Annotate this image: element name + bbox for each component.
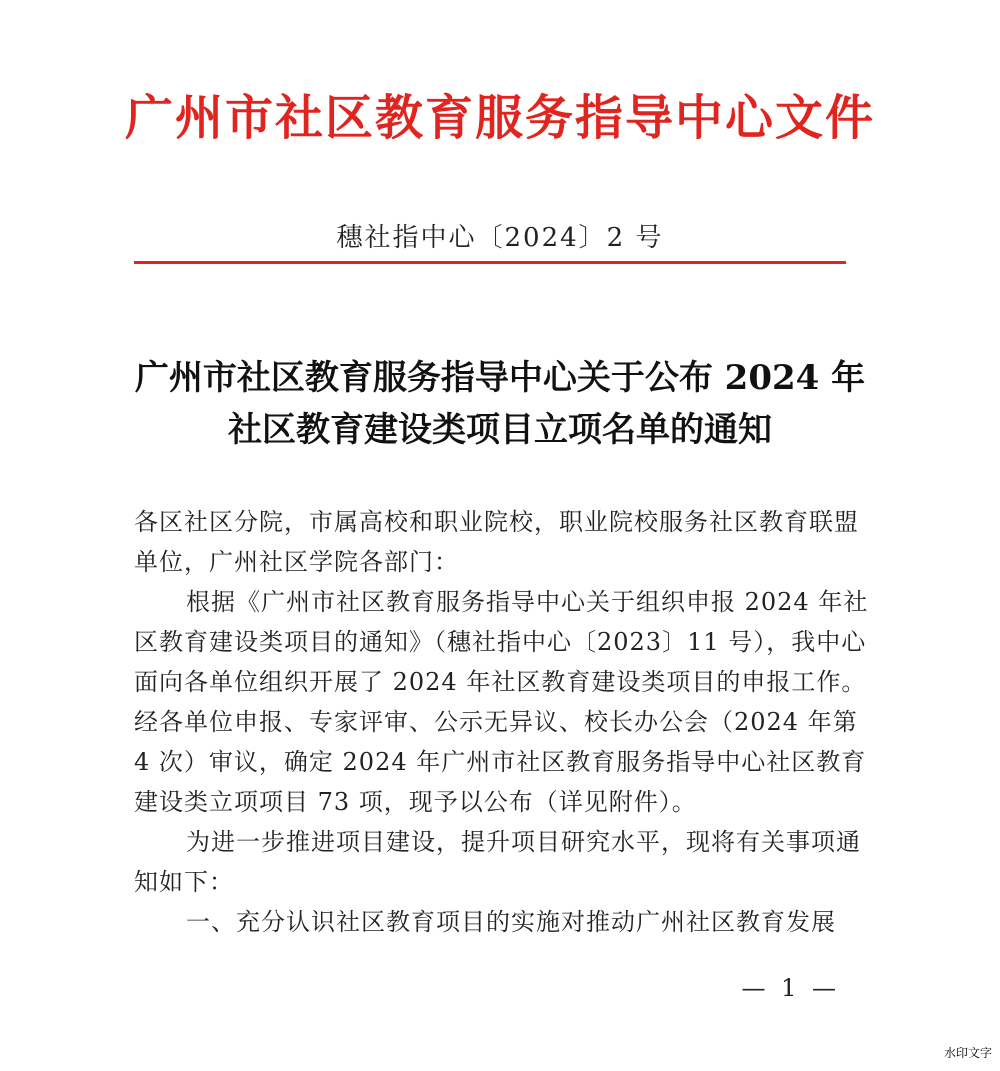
addressee: 各区社区分院，市属高校和职业院校，职业院校服务社区教育联盟单位，广州社区学院各部门： [134, 508, 859, 576]
issuer-header-title: 广州市社区教育服务指导中心文件 [124, 90, 875, 146]
body-paragraph-2: 为进一步推进项目建设，提升项目研究水平，现将有关事项通知如下： [134, 828, 861, 896]
notice-title [120, 352, 880, 456]
notice-title-line-2: 社区教育建设类项目立项名单的通知 [228, 410, 772, 450]
body-paragraph-3: 一、充分认识社区教育项目的实施对推动广州社区教育发展 [186, 908, 836, 936]
watermark-label: 水印文字 [943, 1046, 992, 1060]
body-paragraph-1: 根据《广州市社区教育服务指导中心关于组织申报 2024 年社区教育建设类项目的通知》（穗社指中心〔2023〕11 号），我中心面向各单位组织开展了 2024 年社区教育建设类项目的申报工作。经各单位申报、专家评审、公示无异议、校长办公会（2024 年第 4 次）审议，确定 2024 年广州市社区教育服务指导中心社区教育建设类立项项目 73 项，现予以公布（详见附件）。 [134, 588, 869, 816]
page-number: — 1 — [741, 974, 840, 1002]
notice-title-line-1: 广州市社区教育服务指导中心关于公布 2024 年 [134, 358, 866, 398]
red-divider-line [134, 261, 846, 264]
document-number: 穗社指中心〔2024〕2 号 [336, 223, 664, 253]
